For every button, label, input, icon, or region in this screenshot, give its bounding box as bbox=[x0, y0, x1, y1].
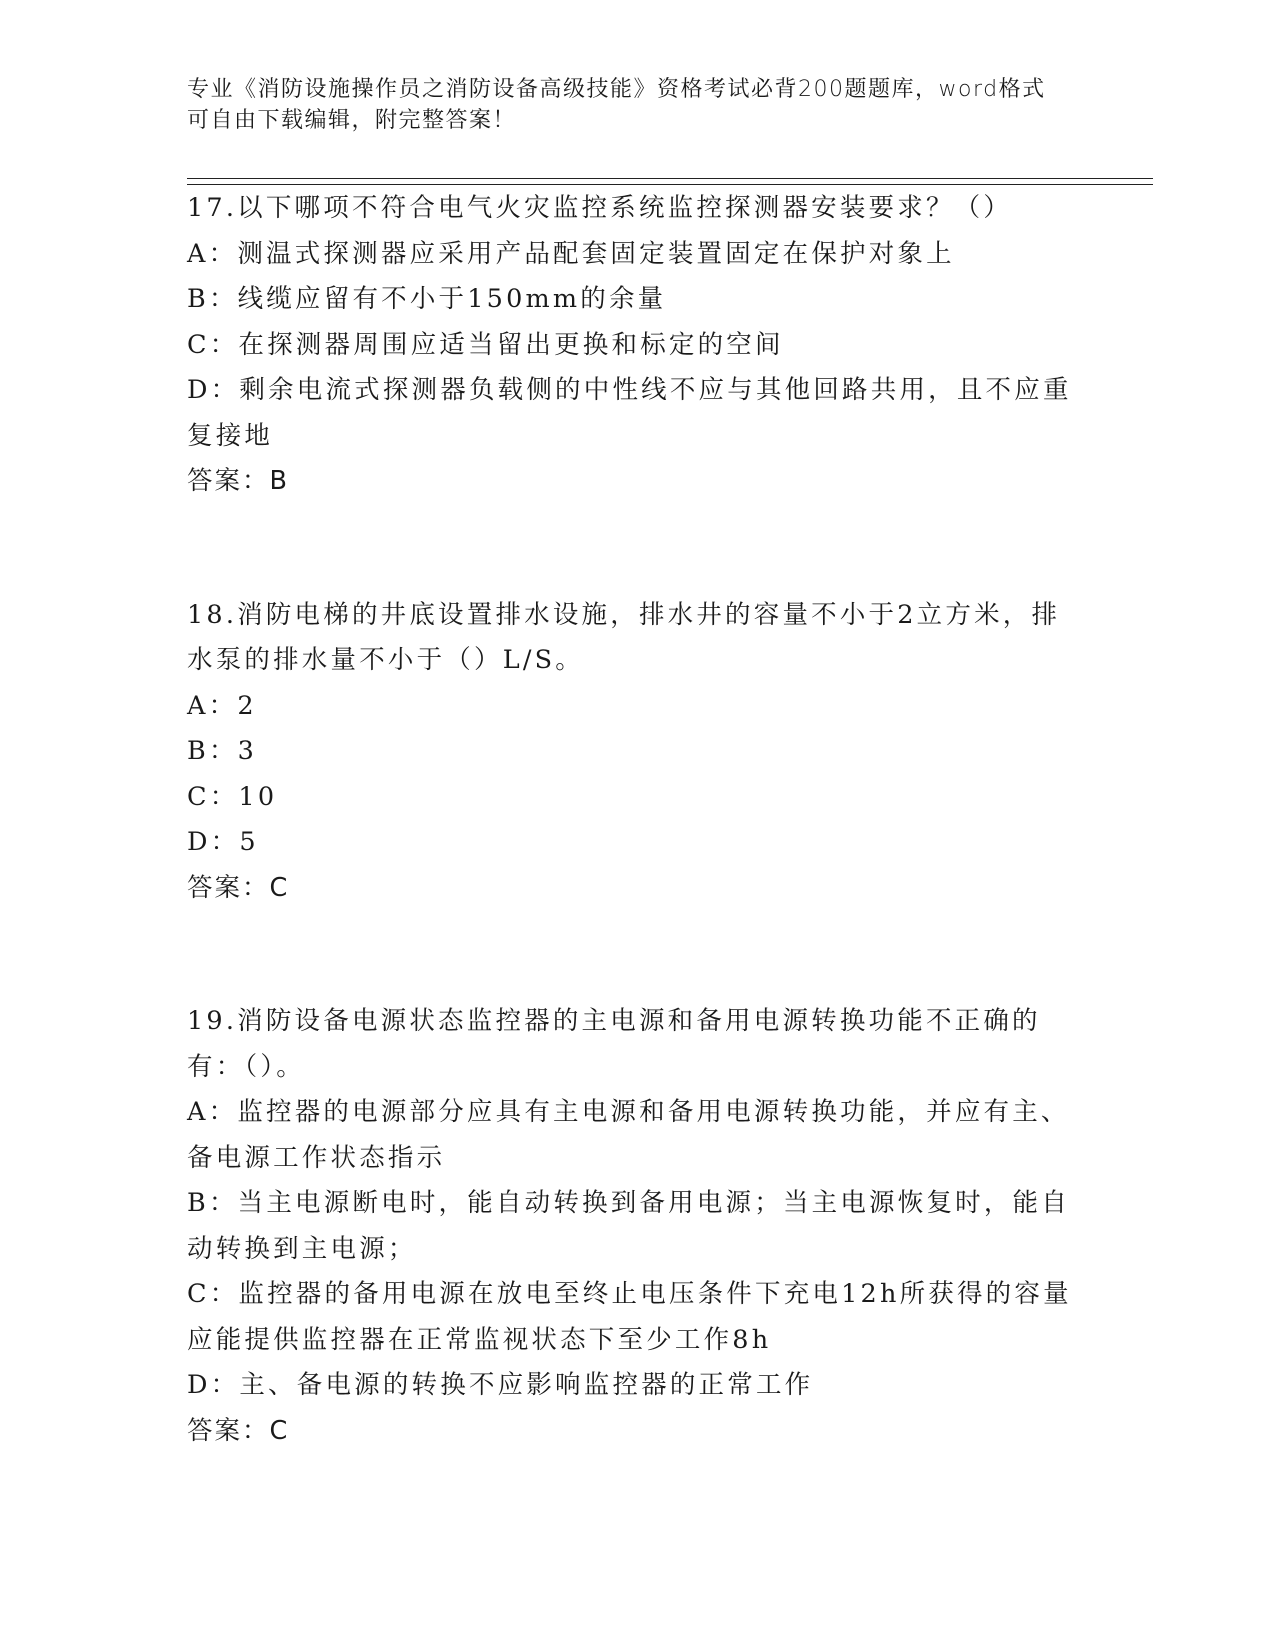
answer: 答案：C bbox=[187, 1415, 290, 1446]
option-d: D：5 bbox=[187, 827, 259, 857]
option-c: C：监控器的备用电源在放电至终止电压条件下充电12h所获得的容量应能提供监控器在正常监视状态下至少工作8h bbox=[187, 1279, 1072, 1355]
answer: 答案：C bbox=[187, 872, 290, 903]
option-a: A：2 bbox=[187, 690, 257, 721]
question-spacer bbox=[187, 505, 1077, 593]
option-a: A：监控器的电源部分应具有主电源和备用电源转换功能，并应有主、备电源工作状态指示 bbox=[187, 1097, 1070, 1173]
option-d: D：主、备电源的转换不应影响监控器的正常工作 bbox=[187, 1370, 814, 1400]
question-17 bbox=[187, 186, 1077, 505]
option-b: B：当主电源断电时，能自动转换到备用电源；当主电源恢复时，能自动转换到主电源； bbox=[187, 1188, 1070, 1264]
question-18 bbox=[187, 593, 1077, 912]
option-a: A：测温式探测器应采用产品配套固定装置固定在保护对象上 bbox=[187, 238, 955, 269]
document-header: 专业《消防设施操作员之消防设备高级技能》资格考试必背200题题库，word格式可自由下载编辑，附完整答案！ bbox=[187, 77, 1046, 133]
option-c: C：10 bbox=[187, 781, 278, 812]
option-d: D：剩余电流式探测器负载侧的中性线不应与其他回路共用，且不应重复接地 bbox=[187, 375, 1072, 451]
header-divider-bottom bbox=[187, 184, 1153, 185]
question-stem: 19.消防设备电源状态监控器的主电源和备用电源转换功能不正确的有：（）。 bbox=[187, 1006, 1041, 1082]
question-stem: 18.消防电梯的井底设置排水设施，排水井的容量不小于2立方米，排水泵的排水量不小于（）L/S。 bbox=[187, 599, 1061, 675]
header-divider-top bbox=[187, 178, 1153, 179]
option-b: B：线缆应留有不小于150mm的余量 bbox=[187, 284, 667, 314]
question-19 bbox=[187, 999, 1077, 1454]
option-b: B：3 bbox=[187, 736, 258, 766]
option-c: C：在探测器周围应适当留出更换和标定的空间 bbox=[187, 329, 784, 360]
question-stem: 17.以下哪项不符合电气火灾监控系统监控探测器安装要求？（） bbox=[187, 193, 1013, 223]
question-list bbox=[187, 186, 1077, 1454]
question-spacer bbox=[187, 911, 1077, 999]
answer: 答案：B bbox=[187, 466, 289, 496]
